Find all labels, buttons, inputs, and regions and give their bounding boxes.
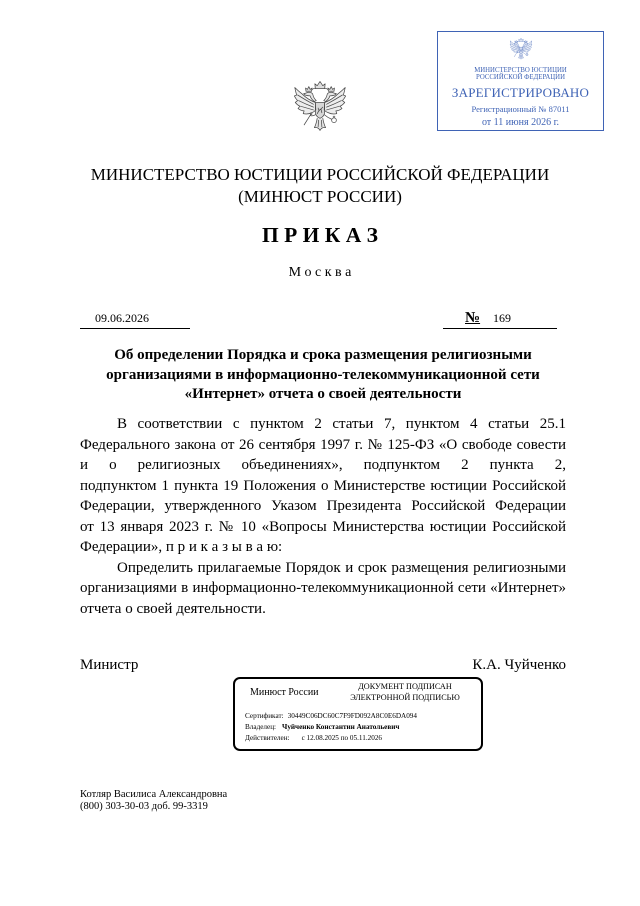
order-text-line: Определить прилагаемые Порядок и срок размещения религиозными	[117, 559, 566, 576]
esig-title	[343, 681, 467, 703]
esig-owner-label: Владелец:	[245, 723, 277, 731]
registration-stamp	[437, 31, 604, 131]
order-title-line: Об определении Порядка и срока размещения религиозными	[114, 347, 532, 363]
order-text-line: и о религиозных объединениях», подпунктом 2 пункта 2,	[80, 457, 566, 473]
order-text-line: организациями в информационно-телекоммуникационной сети «Интернет»	[80, 580, 566, 596]
stamp-ministry-line1: МИНИСТЕРСТВО ЮСТИЦИИ	[474, 67, 567, 74]
stamp-status: ЗАРЕГИСТРИРОВАНО	[451, 85, 590, 100]
coat-of-arms-icon	[292, 79, 348, 139]
order-title-line: «Интернет» отчета о своей деятельности	[184, 386, 462, 402]
stamp-eagle-icon	[509, 37, 533, 63]
esig-certificate-value: 30449C06DC60C7F9FD092A8C0E6DA094	[287, 712, 417, 720]
number-sign: №	[465, 310, 481, 326]
stamp-ministry-line2: РОССИЙСКОЙ ФЕДЕРАЦИИ	[475, 74, 565, 81]
order-text-line: от 13 января 2023 г. № 10 «Вопросы Министерства юстиции Российской	[80, 518, 566, 535]
esig-title-line1: ДОКУМЕНТ ПОДПИСАН	[358, 682, 452, 691]
esig-owner-value: Чуйченко Константин Анатольевич	[282, 723, 400, 731]
esig-owner-row	[245, 722, 399, 732]
date-underline	[80, 328, 190, 329]
document-city: М о с к в а	[288, 265, 352, 280]
order-title-line: организациями в информационно-телекоммуникационной сети	[106, 367, 540, 383]
number-underline	[443, 328, 557, 329]
electronic-signature-stamp	[233, 677, 483, 751]
ministry-name: МИНИСТЕРСТВО ЮСТИЦИИ РОССИЙСКОЙ ФЕДЕРАЦИИ	[90, 165, 550, 184]
executor-name: Котляр Василиса Александровна	[80, 789, 228, 800]
order-text-line: Федерации, утвержденного Указом Президента Российской Федерации	[80, 498, 566, 514]
order-text-line: отчета о своей деятельности.	[80, 600, 266, 617]
esig-organization: Минюст России	[250, 687, 319, 698]
order-text-line: подпунктом 1 пункта 19 Положения о Министерстве юстиции Российской	[80, 477, 566, 494]
esig-validity-label: Действителен:	[245, 734, 290, 742]
order-text-line: В соответствии с пунктом 2 статьи 7, пунктом 4 статьи 25.1	[117, 416, 566, 432]
document-type: П Р И К А З	[262, 223, 378, 247]
esig-certificate-row	[245, 711, 417, 721]
signatory-name: К.А. Чуйченко	[472, 657, 566, 673]
order-text-line: Федерального закона от 26 сентября 1997 г. № 125-ФЗ «О свободе совести	[80, 436, 566, 453]
esig-title-line2: ЭЛЕКТРОННОЙ ПОДПИСЬЮ	[350, 693, 460, 702]
document-date: 09.06.2026	[95, 311, 149, 325]
document-number: 169	[493, 311, 511, 325]
esig-certificate-label: Сертификат:	[245, 712, 284, 720]
stamp-registration-date: от 11 июня 2026 г.	[481, 117, 560, 128]
esig-validity-value: с 12.08.2025 по 05.11.2026	[301, 734, 383, 742]
order-text-line: Федерации», п р и к а з ы в а ю:	[80, 539, 283, 555]
ministry-short-name: (МИНЮСТ РОССИИ)	[238, 187, 402, 206]
executor-phone: (800) 303-30-03 доб. 99-3319	[80, 801, 208, 812]
stamp-registration-number: Регистрационный № 87011	[471, 104, 570, 114]
esig-validity-row	[245, 733, 382, 743]
signatory-position: Министр	[80, 657, 139, 673]
